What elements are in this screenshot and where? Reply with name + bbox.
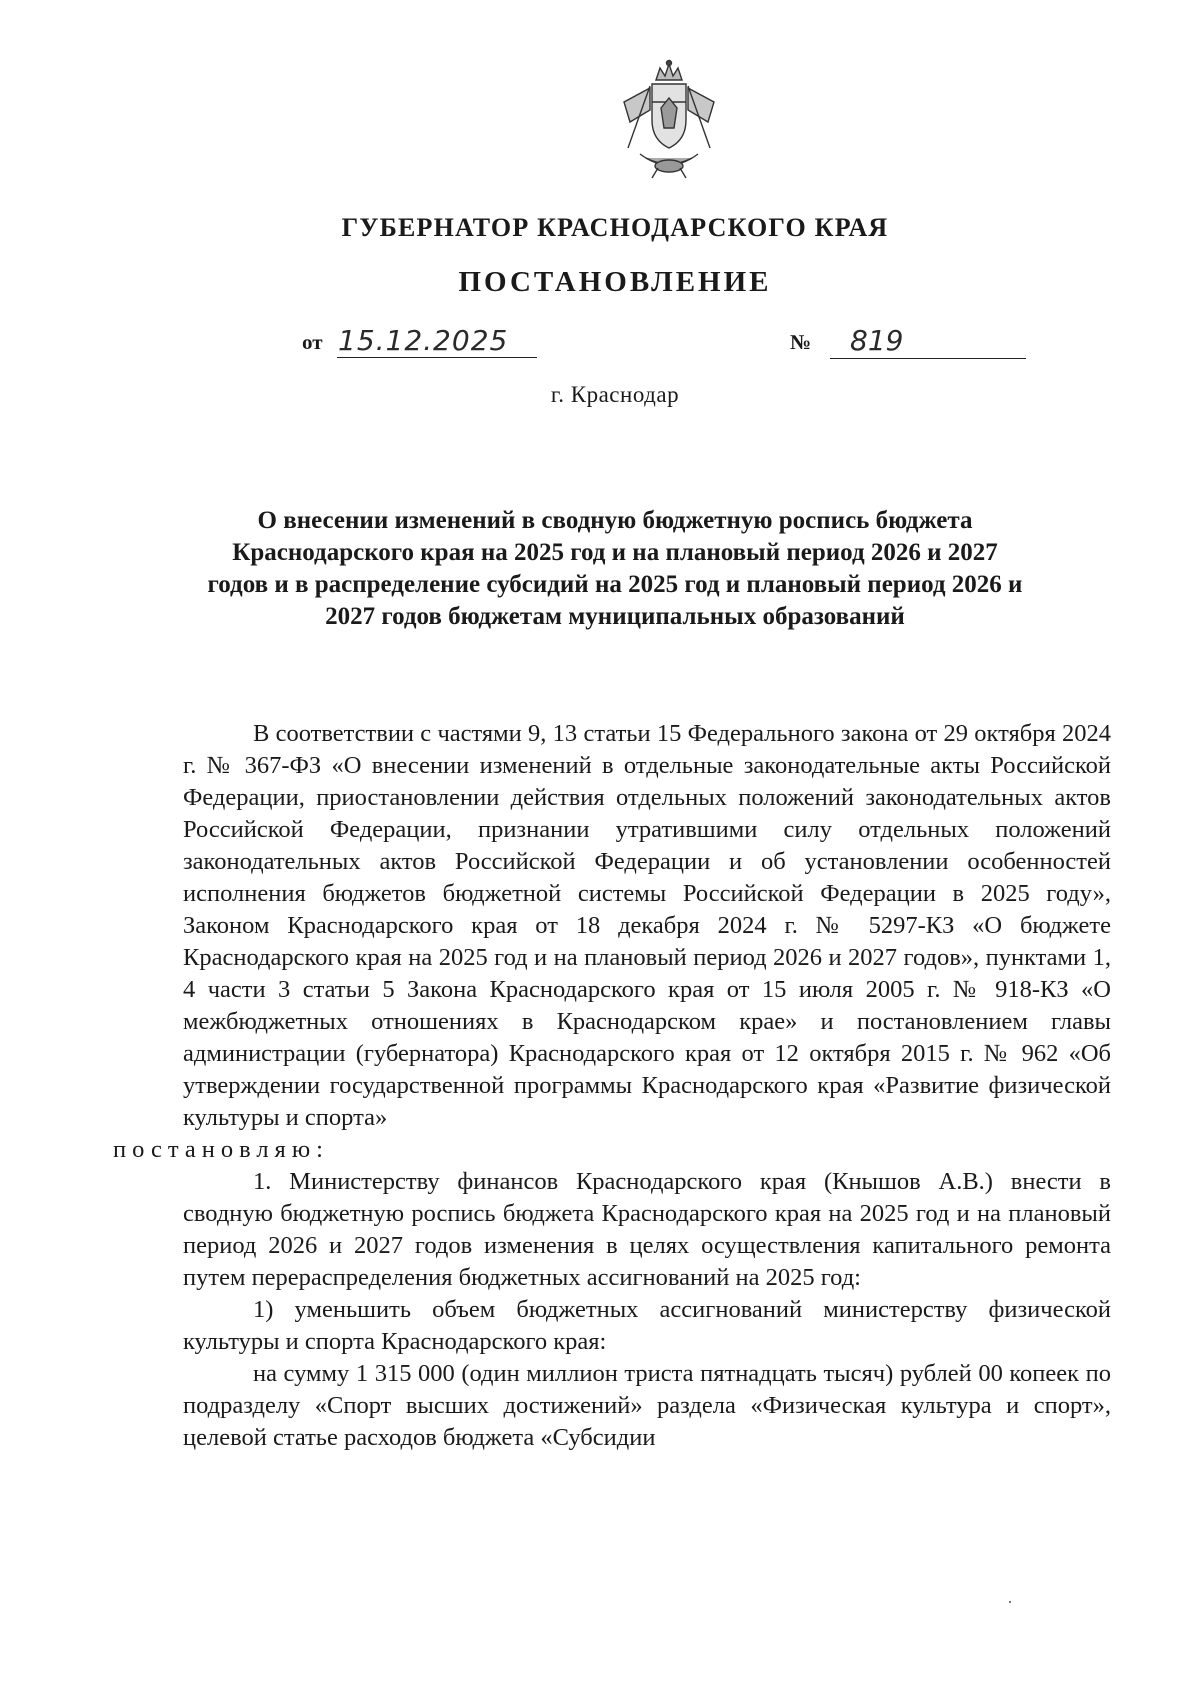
document-heading: О внесении изменений в сводную бюджетную роспись бюджета Краснодарского края на 2025 год и на плановый период 2026 и 2027 годов и в распределение субсидий на 2025 год и плановый период 2026 и 2027 годов бюджетам муниципальных образований [207, 507, 1023, 630]
date-value: 15.12.2025 [338, 324, 509, 357]
date-label: от [302, 330, 323, 354]
city: г. Краснодар [550, 382, 680, 407]
krasnodar-coat-of-arms-icon [614, 58, 724, 180]
paragraph-amount: на сумму 1 315 000 (один миллион триста пятнадцать тысяч) рублей 00 копеек по подразделу «Спорт высших достижений» раздела «Физическая культура и спорт», целевой статье расходов бюджета «Субсидии [183, 1360, 1111, 1451]
number-underline [830, 358, 1026, 359]
issuer-title: ГУБЕРНАТОР КРАСНОДАРСКОГО КРАЯ [341, 213, 889, 242]
scan-dot [1009, 1601, 1011, 1603]
paragraph-legal-basis [113, 718, 1111, 1166]
resolve-word: постановляю: [113, 1136, 329, 1163]
paragraph-subitem-1: 1) уменьшить объем бюджетных ассигнований министерству физической культуры и спорта Краснодарского края: [183, 1296, 1111, 1355]
document-type: ПОСТАНОВЛЕНИЕ [458, 266, 772, 298]
legal-basis-text: В соответствии с частями 9, 13 статьи 15 Федерального закона от 29 октября 2024 г. № 367-ФЗ «О внесении изменений в отдельные законодательные акты Российской Федерации, приостановлении действия отдельных положений законодательных актов Российской Федерации, признании утратившими силу отдельных положений законодательных актов Российской Федерации и об установлении особенностей исполнения бюджетов бюджетной системы Российской Федерации в 2025 году», Законом Краснодарского края от 18 декабря 2024 г. № 5297-КЗ «О бюджете Краснодарского края на 2025 год и на плановый период 2026 и 2027 годов», пунктами 1, 4 части 3 статьи 5 Закона Краснодарского края от 15 июля 2005 г. № 918-КЗ «О межбюджетных отношениях в Краснодарском крае» и постановлением главы администрации (губернатора) Краснодарского края от 12 октября 2015 г. № 962 «Об утверждении государственной программы Краснодарского края «Развитие физической культуры и спорта» [183, 720, 1111, 1131]
date-underline [337, 357, 537, 358]
paragraph-item-1: 1. Министерству финансов Краснодарского края (Кнышов А.В.) внести в сводную бюджетную роспись бюджета Краснодарского края на 2025 год и на плановый период 2026 и 2027 годов изменения в целях осуществления капитального ремонта путем перераспределения бюджетных ассигнований на 2025 год: [183, 1168, 1111, 1291]
number-label: № [790, 330, 812, 354]
number-value: 819 [850, 324, 904, 357]
document-body [113, 718, 1111, 1454]
